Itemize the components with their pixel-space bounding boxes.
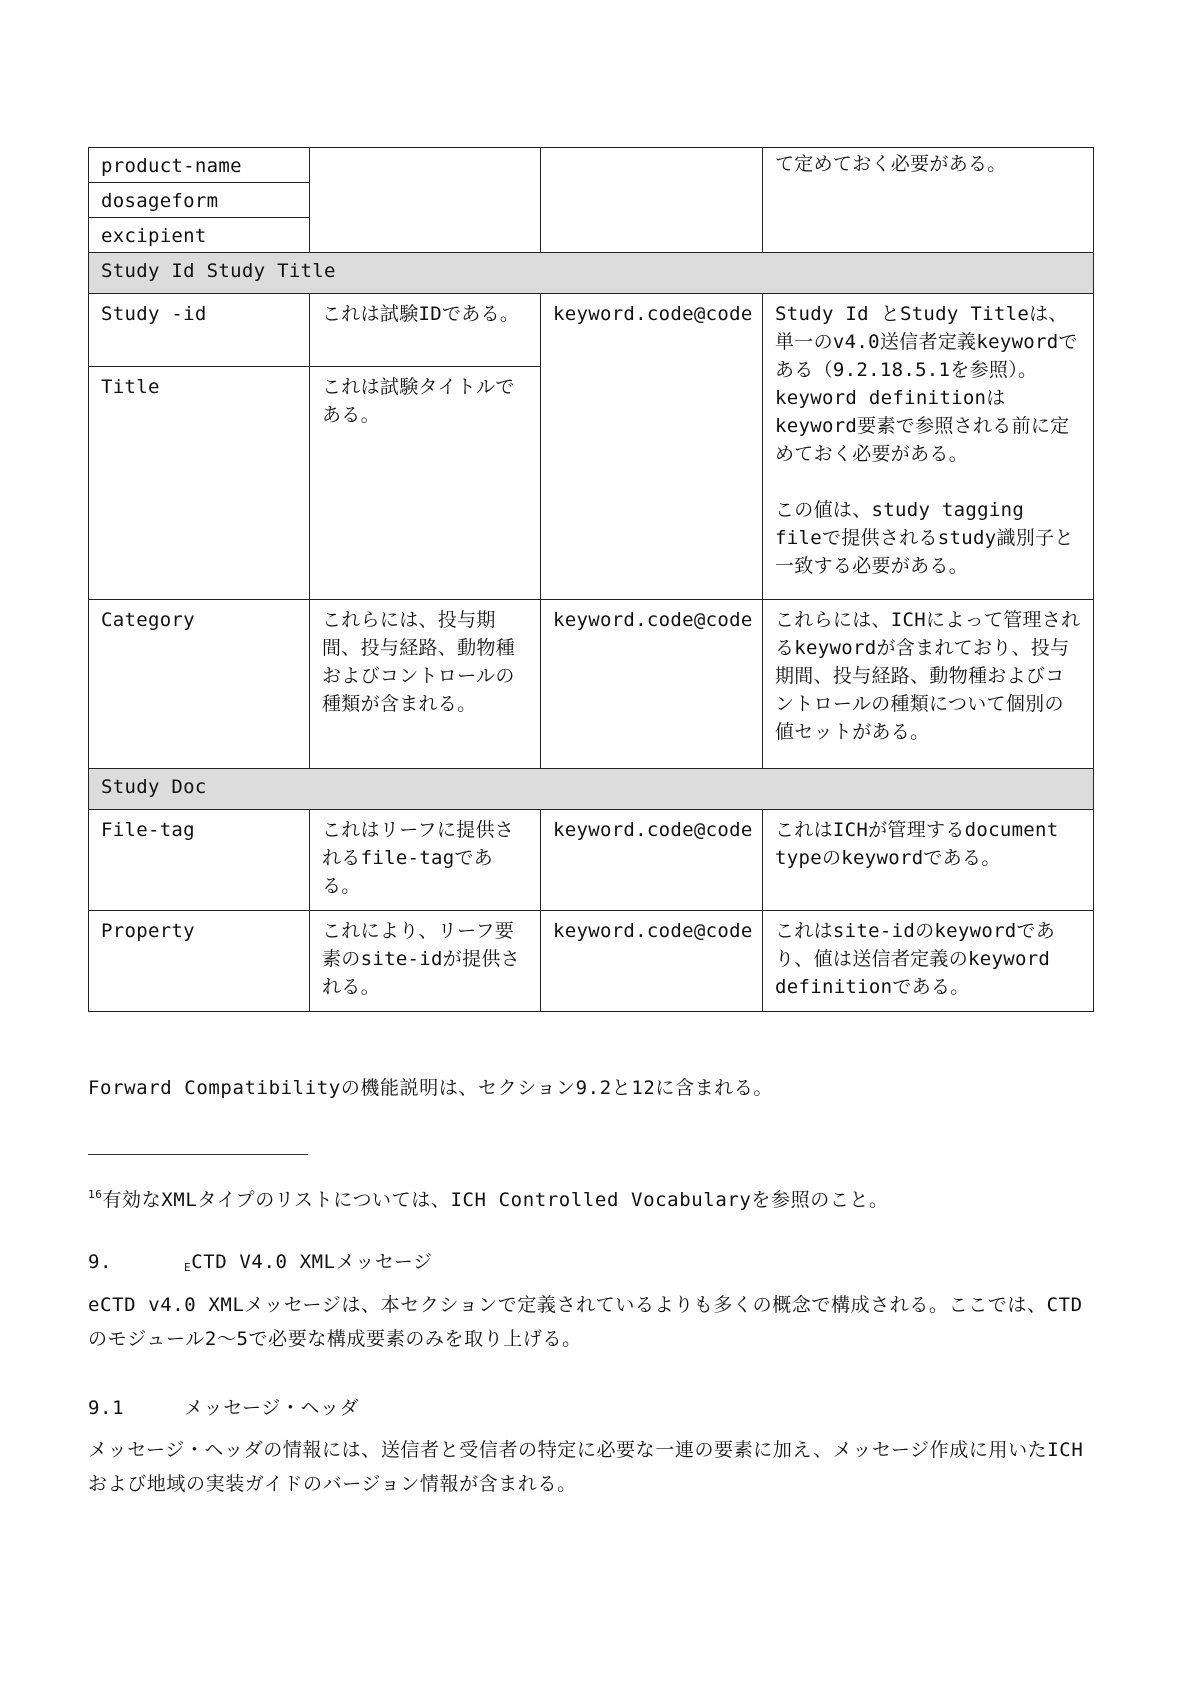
section-number: 9. xyxy=(88,1251,113,1273)
forward-compatibility-note: Forward Compatibilityの機能説明は、セクション9.2と12に含まれる。 xyxy=(88,1077,774,1099)
table-cell-element xyxy=(89,294,310,367)
table-cell-description xyxy=(310,148,541,253)
title-prefix: E xyxy=(184,1261,192,1274)
table-cell-mapping xyxy=(541,148,763,253)
section-title: メッセージ・ヘッダ xyxy=(184,1397,360,1419)
table-cell-remark xyxy=(763,810,1094,911)
paragraph-gap xyxy=(775,468,1081,496)
table-cell-remark xyxy=(763,148,1094,253)
section-9-body: eCTD v4.0 XMLメッセージは、本セクションで定義されているよりも多くの概念で構成される。ここでは、CTDのモジュール2～5で必要な構成要素のみを取り上げる。 xyxy=(88,1294,1083,1350)
element-name: Title xyxy=(101,376,160,398)
section-number: 9.1 xyxy=(88,1397,125,1419)
table-cell-mapping xyxy=(541,600,763,769)
remark-text: これらには、ICHによって管理されるkeywordが含まれており、投与期間、投与経路、動物種およびコントロールの種類について個別の値セットがある。 xyxy=(775,609,1081,743)
table-row xyxy=(89,600,1094,769)
table-cell-description xyxy=(310,810,541,911)
footnote-number: 16 xyxy=(88,1188,103,1201)
section-9-heading xyxy=(88,1248,433,1282)
section-header: Study Doc xyxy=(101,776,207,798)
table-cell-remark xyxy=(763,911,1094,1012)
table-cell-description xyxy=(310,600,541,769)
description-text: これは試験IDである。 xyxy=(322,303,520,325)
description-text: これにより、リーフ要素のsite-idが提供される。 xyxy=(322,920,520,998)
table-row xyxy=(89,911,1094,1012)
section-header: Study Id Study Title xyxy=(101,260,336,282)
element-name: product-name xyxy=(101,155,242,177)
table-cell-mapping xyxy=(541,294,763,600)
mapping-text: keyword.code@code xyxy=(553,920,753,942)
table-cell-element xyxy=(89,810,310,911)
table-row xyxy=(89,810,1094,911)
table-cell-description xyxy=(310,367,541,600)
element-name: Property xyxy=(101,920,195,942)
section-header-cell xyxy=(89,769,1094,810)
remark-text: て定めておく必要がある。 xyxy=(775,153,1007,175)
section-title: CTD V4.0 XMLメッセージ xyxy=(191,1251,433,1273)
element-name: dosageform xyxy=(101,190,219,212)
remark-text: これはsite-idのkeywordであり、値は送信者定義のkeyword definitionである。 xyxy=(775,920,1056,998)
section-9-1-heading xyxy=(88,1394,359,1422)
table-cell-element xyxy=(89,600,310,769)
table-row xyxy=(89,148,1094,183)
footnote-separator xyxy=(88,1154,308,1155)
footnote-text: 有効なXMLタイプのリストについては、ICH Controlled Vocabularyを参照のこと。 xyxy=(102,1189,889,1211)
element-mapping-table xyxy=(88,147,1094,1012)
element-name: excipient xyxy=(101,225,207,247)
mapping-text: keyword.code@code xyxy=(553,303,753,325)
table-cell-element xyxy=(89,367,310,600)
remark-text: Study Id とStudy Titleは、単一のv4.0送信者定義keywordである（9.2.18.5.1を参照）。keyword definitionはkeyword要素で参照される前に定めておく必要がある。 xyxy=(775,303,1078,465)
table-cell-mapping xyxy=(541,810,763,911)
table-cell-description xyxy=(310,294,541,367)
table-cell-element xyxy=(89,218,310,253)
element-name: Study -id xyxy=(101,303,207,325)
footnote xyxy=(88,1178,1098,1217)
table-cell-description xyxy=(310,911,541,1012)
table-row xyxy=(89,294,1094,367)
description-text: これはリーフに提供されるfile-tagである。 xyxy=(322,819,515,897)
section-9-1-body: メッセージ・ヘッダの情報には、送信者と受信者の特定に必要な一連の要素に加え、メッセージ作成に用いたICHおよび地域の実装ガイドのバージョン情報が含まれる。 xyxy=(88,1439,1084,1495)
remark-text: これはICHが管理するdocument typeのkeywordである。 xyxy=(775,819,1059,869)
section-header-cell xyxy=(89,253,1094,294)
table-cell-element xyxy=(89,183,310,218)
mapping-text: keyword.code@code xyxy=(553,609,753,631)
element-name: File-tag xyxy=(101,819,195,841)
table-section-row xyxy=(89,253,1094,294)
description-text: これは試験タイトルである。 xyxy=(322,376,515,426)
element-name: Category xyxy=(101,609,195,631)
table-cell-remark xyxy=(763,600,1094,769)
remark-text: この値は、study tagging fileで提供されるstudy識別子と一致する必要がある。 xyxy=(775,499,1074,577)
table-cell-mapping xyxy=(541,911,763,1012)
table-cell-remark xyxy=(763,294,1094,600)
table-cell-element xyxy=(89,911,310,1012)
table-cell-element xyxy=(89,148,310,183)
table-section-row xyxy=(89,769,1094,810)
mapping-text: keyword.code@code xyxy=(553,819,753,841)
description-text: これらには、投与期間、投与経路、動物種およびコントロールの種類が含まれる。 xyxy=(322,609,516,715)
